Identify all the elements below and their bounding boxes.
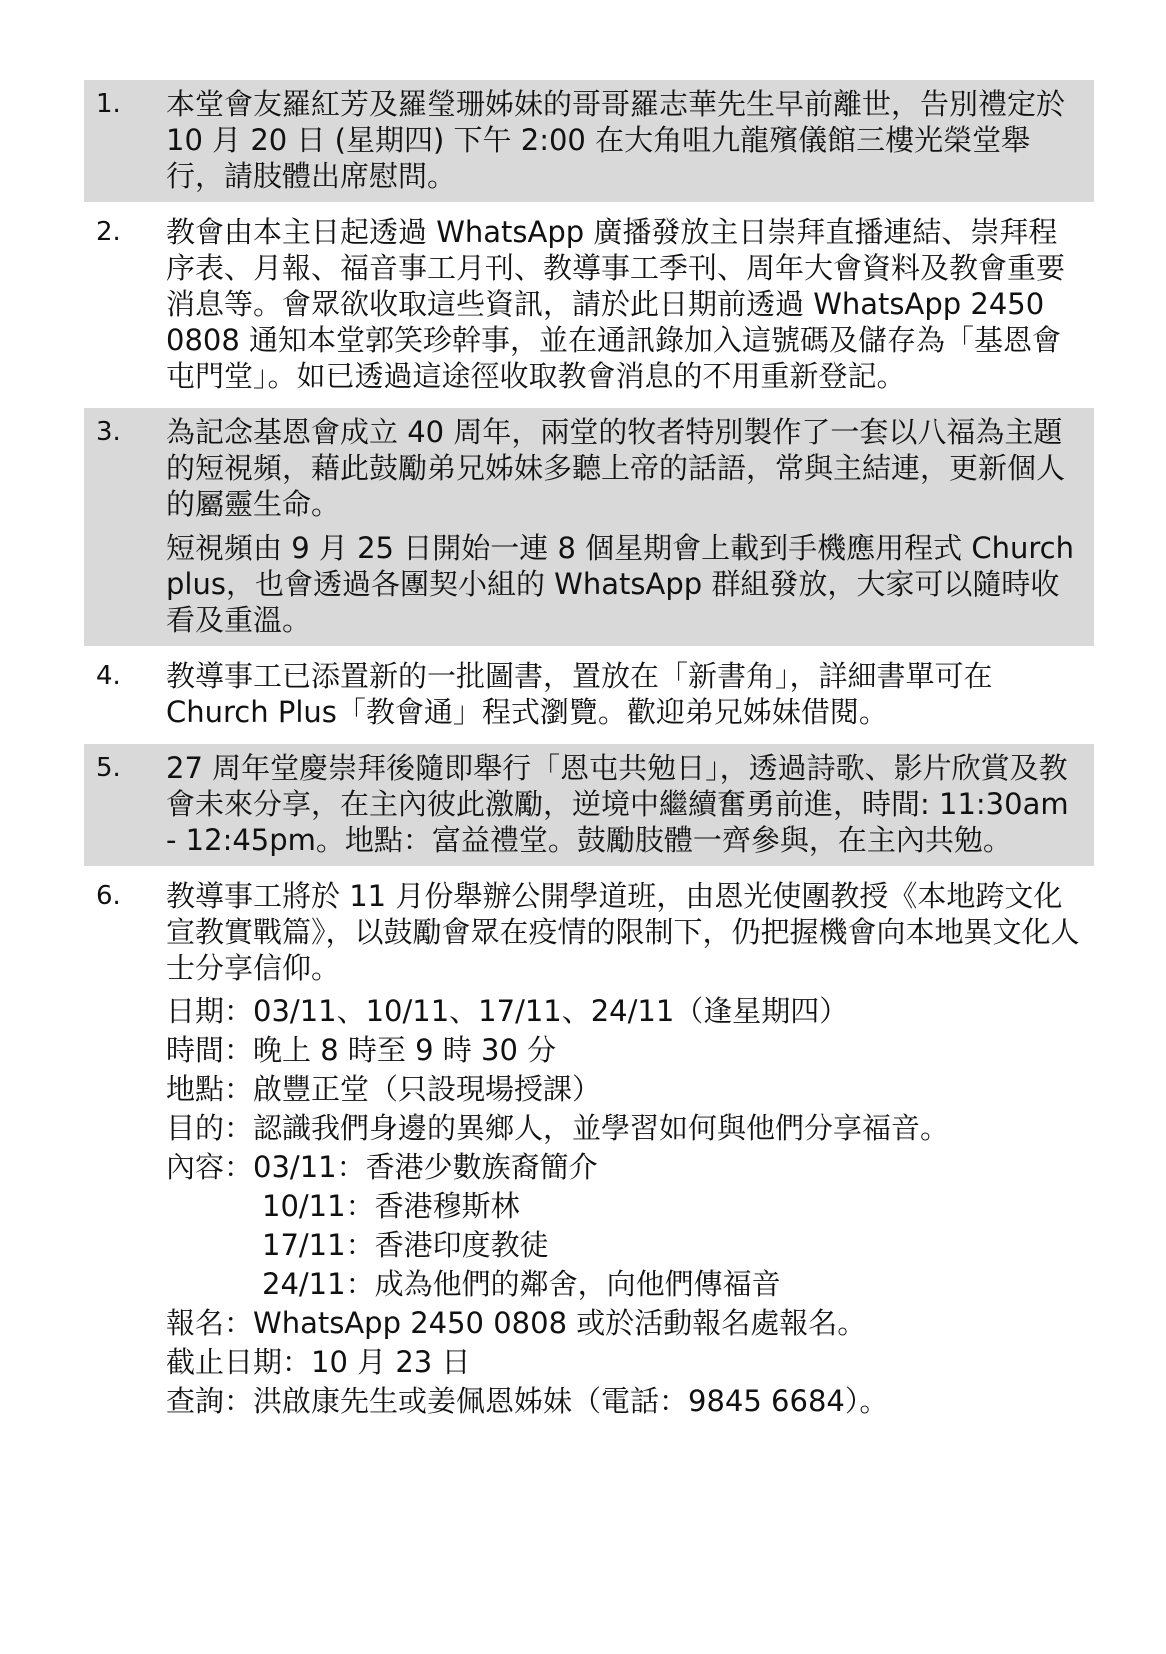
detail-content-line	[166, 1187, 1080, 1226]
detail-value: 10 月 23 日	[311, 1345, 471, 1379]
announcement-item-4	[84, 652, 1094, 738]
item-body	[166, 214, 1080, 394]
detail-label: 內容：	[166, 1150, 254, 1184]
detail-signup	[166, 1304, 1080, 1343]
item-body	[166, 414, 1080, 638]
item-paragraph: 教導事工將於 11 月份舉辦公開學道班，由恩光使團教授《本地跨文化宣教實戰篇》，以鼓勵會眾在疫情的限制下，仍把握機會向本地異文化人士分享信仰。	[166, 879, 1080, 985]
item-number: 3.	[96, 417, 121, 447]
course-details	[166, 992, 1080, 1421]
item-number: 1.	[96, 89, 121, 119]
detail-content-line	[166, 1265, 1080, 1304]
detail-label: 截止日期：	[166, 1345, 312, 1379]
detail-value: 晚上 8 時至 9 時 30 分	[253, 1033, 557, 1067]
detail-time	[166, 1031, 1080, 1070]
detail-value: 17/11：香港印度教徒	[262, 1228, 549, 1262]
item-paragraph: 教導事工已添置新的一批圖書，置放在「新書角」，詳細書單可在 Church Plus「教會通」程式瀏覽。歡迎弟兄姊妹借閱。	[166, 659, 993, 729]
detail-content-line	[166, 1226, 1080, 1265]
detail-venue	[166, 1070, 1080, 1109]
detail-date	[166, 992, 1080, 1031]
detail-label: 目的：	[166, 1111, 254, 1145]
announcement-item-3	[84, 408, 1094, 646]
announcement-item-5	[84, 744, 1094, 866]
item-number: 6.	[96, 881, 121, 911]
detail-value: 啟豐正堂（只設現場授課）	[253, 1072, 602, 1106]
detail-value: 03/11、10/11、17/11、24/11（逢星期四）	[253, 994, 849, 1028]
item-body	[166, 750, 1080, 858]
detail-label: 報名：	[166, 1306, 254, 1340]
detail-value: 洪啟康先生或姜佩恩姊妹（電話：9845 6684）。	[253, 1384, 889, 1418]
item-paragraph: 本堂會友羅紅芳及羅瑩珊姊妹的哥哥羅志華先生早前離世，告別禮定於 10 月 20 日 (星期四) 下午 2:00 在大角咀九龍殯儀館三樓光榮堂舉行，請肢體出席慰問。	[166, 87, 1066, 193]
detail-value: 10/11：香港穆斯林	[262, 1189, 520, 1223]
item-number: 2.	[96, 217, 121, 247]
detail-value: 24/11：成為他們的鄰舍，向他們傳福音	[262, 1267, 781, 1301]
detail-content	[166, 1148, 1080, 1187]
detail-value: 03/11：香港少數族裔簡介	[253, 1150, 598, 1184]
item-paragraph: 教會由本主日起透過 WhatsApp 廣播發放主日崇拜直播連結、崇拜程序表、月報、福音事工月刊、教導事工季刊、周年大會資料及教會重要消息等。會眾欲收取這些資訊，請於此日期前透過 WhatsApp 2450 0808 通知本堂郭笑珍幹事，並在通訊錄加入這號碼及儲存為「基恩會屯門堂」。如已透過這途徑收取教會消息的不用重新登記。	[166, 215, 1066, 393]
detail-label: 查詢：	[166, 1384, 254, 1418]
item-paragraph: 27 周年堂慶崇拜後隨即舉行「恩屯共勉日」，透過詩歌、影片欣賞及教會未來分享，在主內彼此激勵，逆境中繼續奮勇前進，時間: 11:30am - 12:45pm。地點：富益禮堂。鼓勵肢體一齊參與，在主內共勉。	[166, 751, 1069, 857]
item-body	[166, 658, 1080, 730]
detail-value: 認識我們身邊的異鄉人，並學習如何與他們分享福音。	[253, 1111, 950, 1145]
detail-deadline	[166, 1343, 1080, 1382]
detail-value: WhatsApp 2450 0808 或於活動報名處報名。	[253, 1306, 867, 1340]
item-paragraph: 為記念基恩會成立 40 周年，兩堂的牧者特別製作了一套以八福為主題的短視頻，藉此鼓勵弟兄姊妹多聽上帝的話語，常與主結連，更新個人的屬靈生命。	[166, 415, 1066, 521]
detail-label: 時間：	[166, 1033, 254, 1067]
detail-label: 日期：	[166, 994, 254, 1028]
item-paragraph: 短視頻由 9 月 25 日開始一連 8 個星期會上載到手機應用程式 Church plus，也會透過各團契小組的 WhatsApp 群組發放，大家可以隨時收看及重溫。	[166, 531, 1074, 637]
announcement-item-1	[84, 80, 1094, 202]
detail-enquiry	[166, 1382, 1080, 1421]
detail-aim	[166, 1109, 1080, 1148]
announcement-item-2	[84, 208, 1094, 402]
item-number: 5.	[96, 753, 121, 783]
item-number: 4.	[96, 661, 121, 691]
announcement-list	[84, 80, 1094, 1435]
item-body	[166, 86, 1080, 194]
item-body	[166, 878, 1080, 986]
announcement-item-6	[84, 872, 1094, 1429]
detail-label: 地點：	[166, 1072, 254, 1106]
